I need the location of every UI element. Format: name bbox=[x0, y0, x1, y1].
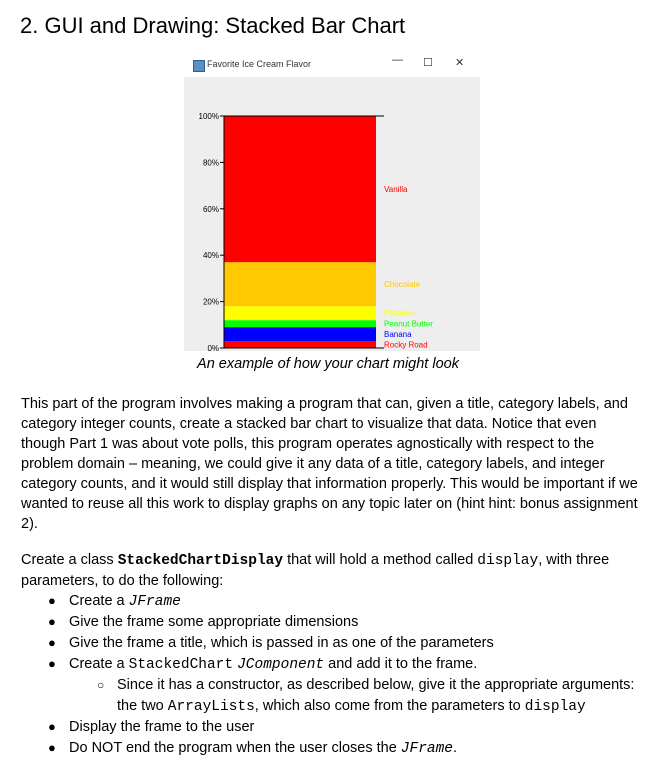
list-item: Give the frame some appropriate dimensions bbox=[69, 614, 359, 630]
stacked-bar-chart bbox=[184, 77, 480, 351]
y-tick-label: 60% bbox=[202, 204, 219, 214]
instr-text-1: Create a class bbox=[21, 552, 118, 568]
class-name-code: StackedChartDisplay bbox=[117, 553, 284, 569]
bar-segment-vanilla bbox=[224, 116, 376, 262]
bar-segment-rocky-road bbox=[224, 341, 376, 348]
bar-segment-peanut-butter bbox=[224, 320, 376, 327]
bullet-icon: ● bbox=[48, 614, 56, 629]
java-app-icon bbox=[193, 60, 205, 72]
sub-list-item-continued: the two ArrayLists, which also come from the parameters to display bbox=[117, 698, 586, 715]
segment-label-vanilla: Vanilla bbox=[384, 185, 408, 195]
figure-caption: An example of how your chart might look bbox=[197, 356, 459, 372]
method-name-code: display bbox=[477, 553, 539, 569]
intro-paragraph: This part of the program involves making a program that can, given a title, category labels, and category integer counts, create a stacked bar chart to visualize that data. Notice that even though Part 1 was about vote polls, this program operates agnostically with respect to the problem domain – meaning, we could give it any data of a title, category labels, and integer category counts, and it would still display that information properly. This would be important if we wanted to reuse all this work to display graphs on any topic later on (hint hint: bonus assignment 2). bbox=[21, 396, 638, 532]
minimize-button[interactable]: — bbox=[392, 54, 403, 66]
list-item: Display the frame to the user bbox=[69, 719, 255, 735]
segment-label-pistachio: Pistachio bbox=[384, 309, 417, 319]
instr-text-3: , with three parameters, to do the following: bbox=[21, 552, 610, 589]
bullet-icon: ● bbox=[48, 719, 56, 734]
window-titlebar[interactable] bbox=[184, 53, 480, 77]
segment-label-banana: Banana bbox=[384, 330, 412, 340]
list-item: Create a StackedChart JComponent and add it to the frame. bbox=[69, 656, 478, 673]
instr-text-2: that will hold a method called bbox=[283, 552, 478, 568]
list-item: Give the frame a title, which is passed in as one of the parameters bbox=[69, 635, 494, 651]
bullet-icon: ● bbox=[48, 740, 56, 755]
y-tick-label: 20% bbox=[202, 297, 219, 307]
list-item: Create a JFrame bbox=[69, 593, 181, 610]
sub-list-item: Since it has a constructor, as described below, give it the appropriate arguments: bbox=[117, 677, 635, 693]
y-tick-label: 100% bbox=[198, 112, 219, 121]
bar-segment-banana bbox=[224, 327, 376, 341]
jframe-window bbox=[184, 53, 480, 351]
section-heading: 2. GUI and Drawing: Stacked Bar Chart bbox=[20, 13, 406, 38]
segment-label-chocolate: Chocolate bbox=[384, 280, 421, 290]
bar-segment-chocolate bbox=[224, 262, 376, 306]
y-tick-label: 80% bbox=[202, 158, 219, 168]
maximize-button[interactable]: ☐ bbox=[423, 57, 433, 69]
y-tick-label: 40% bbox=[202, 251, 219, 261]
bullet-icon: ● bbox=[48, 656, 56, 671]
sub-bullet-icon: ○ bbox=[97, 678, 105, 692]
segment-label-peanut-butter: Peanut Butter bbox=[384, 319, 433, 329]
list-item: Do NOT end the program when the user closes the JFrame. bbox=[69, 740, 458, 757]
instructions-paragraph bbox=[21, 550, 641, 591]
y-tick-label: 0% bbox=[207, 344, 219, 351]
bullet-icon: ● bbox=[48, 635, 56, 650]
bullet-icon: ● bbox=[48, 593, 56, 608]
bar-segment-pistachio bbox=[224, 306, 376, 320]
window-title: Favorite Ice Cream Flavor bbox=[207, 59, 312, 69]
close-button[interactable]: ✕ bbox=[455, 57, 465, 69]
segment-label-rocky-road: Rocky Road bbox=[384, 340, 428, 350]
